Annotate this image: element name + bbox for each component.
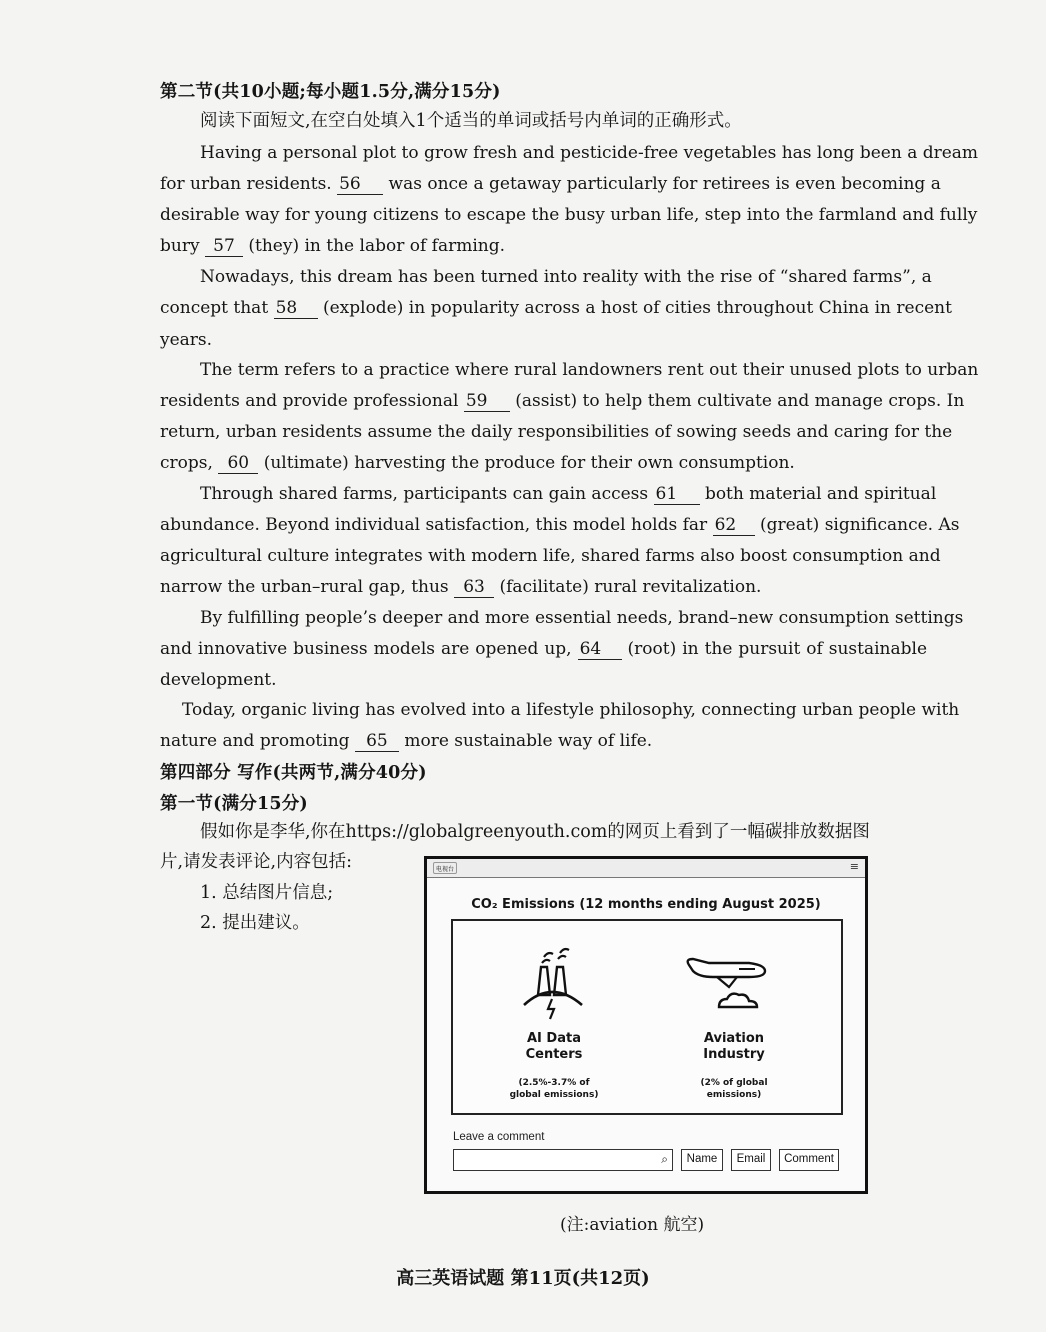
prompt-item: 2. 提出建议。 (200, 913, 310, 933)
passage-line: abundance. Beyond individual satisfaction, this model holds far 62 (great) significance. As (160, 515, 960, 535)
search-icon: ⌕ (661, 1152, 668, 1166)
passage-line: and innovative business models are opened up, 64 (root) in the pursuit of sustainable (160, 639, 928, 659)
leave-comment-label: Leave a comment (453, 1131, 545, 1143)
passage-line: concept that 58 (explode) in popularity across a host of cities throughout China in recent (160, 298, 952, 318)
browser-bar (427, 859, 865, 878)
instruction: 阅读下面短文,在空白处填入1个适当的单词或括号内单词的正确形式。 (200, 111, 742, 131)
passage-line: Through shared farms, participants can gain access 61 both material and spiritual (200, 484, 937, 504)
section-heading: 第二节(共10小题;每小题1.5分,满分15分) (160, 82, 501, 102)
menu-icon[interactable]: ≡ (849, 860, 859, 873)
ai-data-centers-column (469, 921, 639, 1111)
passage-line: By fulfilling people’s deeper and more essential needs, brand–new consumption settings (200, 608, 964, 628)
comment-input[interactable] (453, 1149, 673, 1171)
part-heading: 第四部分 写作(共两节,满分40分) (160, 763, 427, 783)
webpage-screenshot (424, 856, 868, 1194)
blank-58: 58 (274, 299, 318, 319)
ai-data-centers-share: (2.5%-3.7% of global emissions) (509, 1078, 599, 1100)
section-heading: 第一节(满分15分) (160, 794, 308, 814)
passage-line: years. (160, 330, 213, 350)
data-center-icon (514, 939, 594, 1029)
writing-prompt: 假如你是李华,你在https://globalgreenyouth.com的网页上看到了一幅碳排放数据图 (200, 822, 870, 842)
passage-line: for urban residents. 56 was once a getaway particularly for retirees is even becoming a (160, 174, 941, 194)
blank-56: 56 (337, 175, 383, 195)
blank-63: 63 (454, 578, 494, 598)
prompt-item: 1. 总结图片信息; (200, 883, 334, 903)
passage-line: The term refers to a practice where rural landowners rent out their unused plots to urban (200, 360, 979, 380)
blank-59: 59 (464, 392, 510, 412)
passage-line: development. (160, 670, 277, 690)
passage-line: return, urban residents assume the daily responsibilities of sowing seeds and caring for the (160, 422, 953, 442)
ai-data-centers-label: AI Data Centers (525, 1031, 583, 1062)
blank-60: 60 (218, 454, 258, 474)
blank-64: 64 (578, 640, 622, 660)
passage-line: residents and provide professional 59 (assist) to help them cultivate and manage crops. In (160, 391, 965, 411)
passage-line: Having a personal plot to grow fresh and pesticide-free vegetables has long been a dream (200, 143, 979, 163)
blank-62: 62 (713, 516, 755, 536)
passage-line: nature and promoting 65 more sustainable way of life. (160, 731, 653, 751)
passage-line: agricultural culture integrates with modern life, shared farms also boost consumption and (160, 546, 941, 566)
aviation-column (649, 921, 819, 1111)
aviation-label: Aviation Industry (703, 1031, 765, 1062)
email-button[interactable]: Email (731, 1149, 771, 1171)
figure-note: (注:aviation 航空) (560, 1215, 705, 1235)
passage-line: narrow the urban–rural gap, thus 63 (facilitate) rural revitalization. (160, 577, 762, 597)
browser-tab: 电视台 (433, 862, 457, 874)
blank-61: 61 (654, 485, 700, 505)
aviation-share: (2% of global emissions) (700, 1078, 768, 1100)
passage-line: desirable way for young citizens to escape the busy urban life, step into the farmland and fully (160, 205, 978, 225)
writing-prompt: 片,请发表评论,内容包括: (160, 852, 353, 872)
comment-button[interactable]: Comment (779, 1149, 839, 1171)
passage-line: Today, organic living has evolved into a lifestyle philosophy, connecting urban people with (182, 700, 960, 720)
blank-65: 65 (355, 732, 399, 752)
passage-line: crops, 60 (ultimate) harvesting the produce for their own consumption. (160, 453, 795, 473)
passage-line: Nowadays, this dream has been turned into reality with the rise of “shared farms”, a (200, 267, 932, 287)
chart-title: CO₂ Emissions (12 months ending August 2025) (471, 897, 821, 912)
page-footer: 高三英语试题 第11页(共12页) (396, 1268, 650, 1289)
airplane-icon (679, 939, 779, 1029)
name-button[interactable]: Name (681, 1149, 723, 1171)
emissions-panel (451, 919, 843, 1115)
blank-57: 57 (205, 237, 243, 257)
passage-line: bury 57 (they) in the labor of farming. (160, 236, 506, 256)
